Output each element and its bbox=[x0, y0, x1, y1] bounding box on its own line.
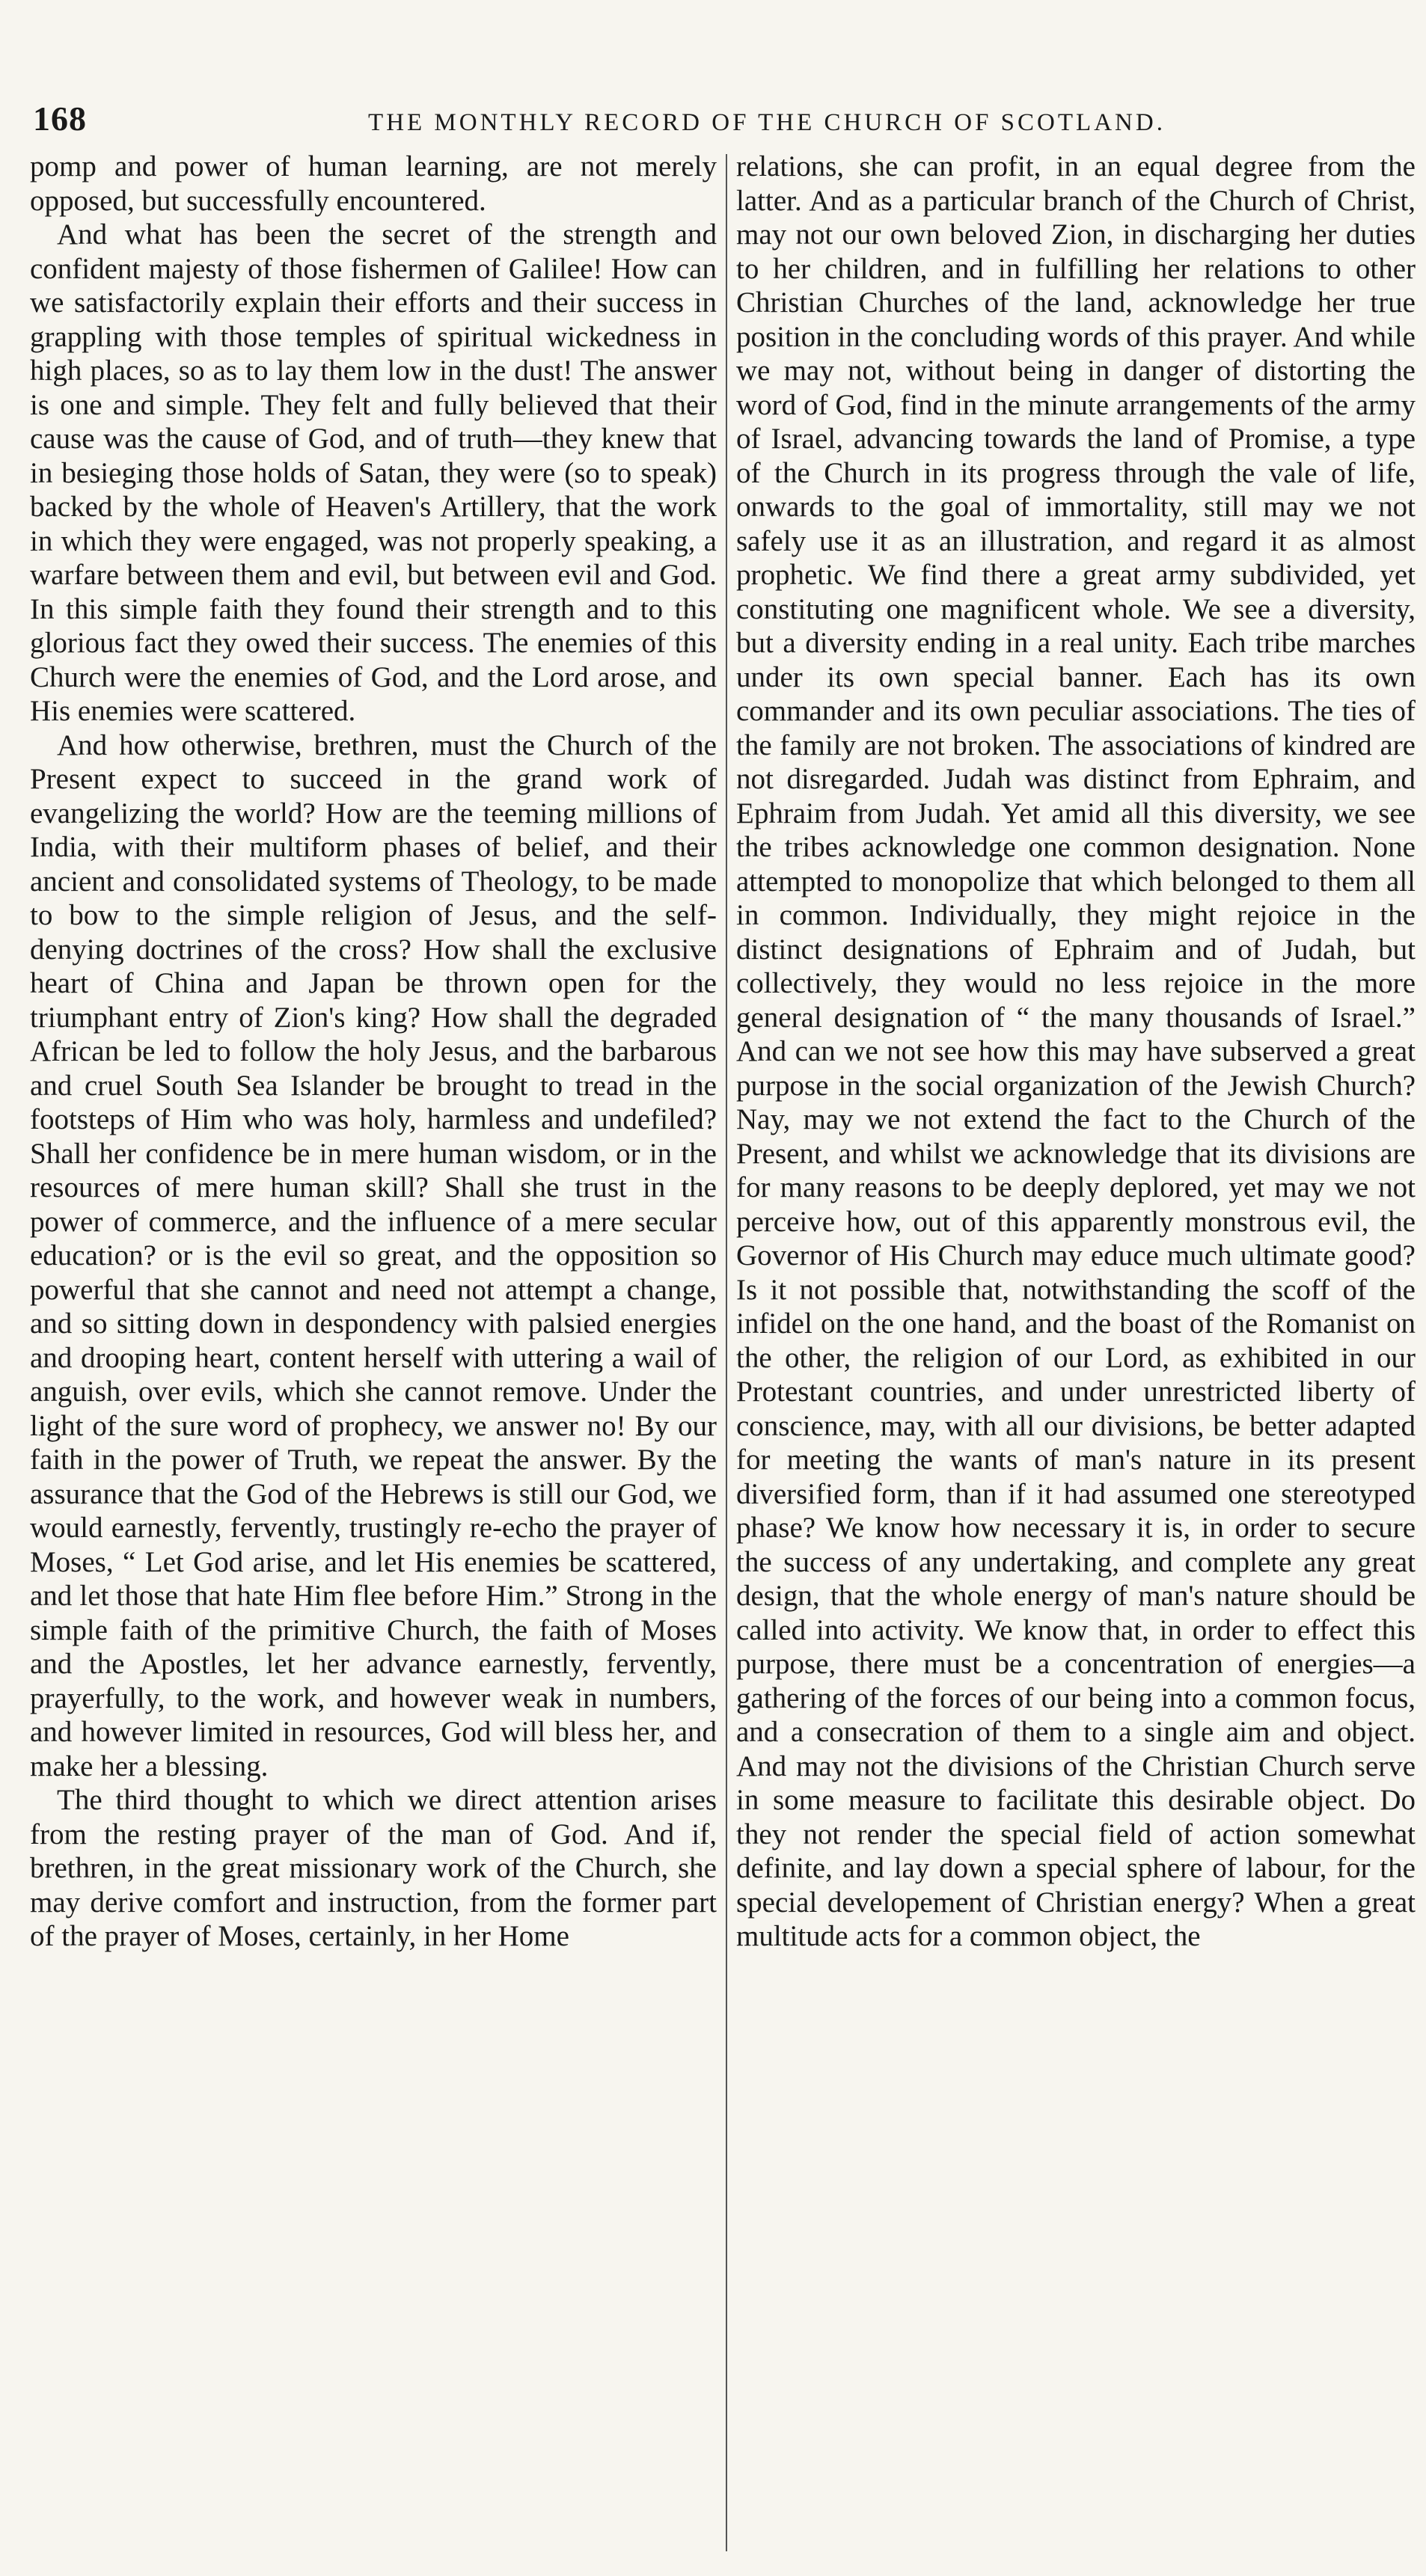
right-column bbox=[736, 150, 1416, 2551]
page-header bbox=[33, 99, 1411, 144]
text-columns bbox=[30, 150, 1416, 2551]
running-head: THE MONTHLY RECORD OF THE CHURCH OF SCOTLAND. bbox=[368, 109, 1166, 136]
paragraph: And how otherwise, brethren, must the Church of the Present expect to succeed in the grand work of evangelizing the world? How are the teeming millions of India, with their multiform phases of belief, and their ancient and consolidated systems of Theology, to be made to bow to the simple religion of Jesus, and the self-denying doctrines of the cross? How shall the exclusive heart of China and Japan be thrown open for the triumphant entry of Zion's king? How shall the degraded African be led to follow the holy Jesus, and the barbarous and cruel South Sea Islander be brought to tread in the footsteps of Him who was holy, harmless and undefiled? Shall her confidence be in mere human wisdom, or in the resources of mere human skill? Shall she trust in the power of commerce, and the influence of a mere secular education? or is the evil so great, and the opposition so powerful that she cannot and need not attempt a change, and so sitting down in despondency with palsied energies and drooping heart, content herself with uttering a wail of anguish, over evils, which she cannot remove. Under the light of the sure word of prophecy, we answer no! By our faith in the power of Truth, we repeat the answer. By the assurance that the God of the Hebrews is still our God, we would earnestly, fervently, trustingly re-echo the prayer of Moses, “ Let God arise, and let His enemies be scattered, and let those that hate Him flee before Him.” Strong in the simple faith of the primitive Church, the faith of Moses and the Apostles, let her advance earnestly, fervently, prayerfully, to the work, and however weak in numbers, and however limited in resources, God will bless her, and make her a blessing. bbox=[30, 729, 717, 1782]
paragraph: pomp and power of human learning, are not merely opposed, but successfully encountered. bbox=[30, 150, 717, 217]
column-divider bbox=[726, 154, 727, 2551]
left-column bbox=[30, 150, 717, 2551]
paragraph: And what has been the secret of the strength and confident majesty of those fishermen of Galilee! How can we satisfactorily explain their efforts and their success in grappling with those temples of spiritual wickedness in high places, so as to lay them low in the dust! The answer is one and simple. They felt and fully believed that their cause was the cause of God, and of truth—they knew that in besieging those holds of Satan, they were (so to speak) backed by the whole of Heaven's Artillery, that the work in which they were engaged, was not properly speaking, a warfare between them and evil, but between evil and God. In this simple faith they found their strength and to this glorious fact they owed their success. The enemies of this Church were the enemies of God, and the Lord arose, and His enemies were scattered. bbox=[30, 218, 717, 727]
paragraph: The third thought to which we direct attention arises from the resting prayer of the man of God. And if, brethren, in the great missionary work of the Church, she may derive comfort and instruction, from the former part of the prayer of Moses, certainly, in her Home bbox=[30, 1784, 717, 1952]
paragraph: relations, she can profit, in an equal degree from the latter. And as a particular branch of the Church of Christ, may not our own beloved Zion, in discharging her duties to her children, and in fulfilling her relations to other Christian Churches of the land, acknowledge her true position in the concluding words of this prayer. And while we may not, without being in danger of distorting the word of God, find in the minute arrangements of the army of Israel, advancing towards the land of Promise, a type of the Church in its progress through the vale of life, onwards to the goal of immortality, still may we not safely use it as an illustration, and regard it as almost prophetic. We find there a great army subdivided, yet constituting one magnificent whole. We see a diversity, but a diversity ending in a real unity. Each tribe marches under its own special banner. Each has its own commander and its own peculiar associations. The ties of the family are not broken. The associations of kindred are not disregarded. Judah was distinct from Ephraim, and Ephraim from Judah. Yet amid all this diversity, we see the tribes acknowledge one common designation. None attempted to monopolize that which belonged to them all in common. Individually, they might rejoice in the distinct designations of Ephraim and of Judah, but collectively, they would no less rejoice in the more general designation of “ the many thousands of Israel.” And can we not see how this may have subserved a great purpose in the social organization of the Jewish Church? Nay, may we not extend the fact to the Church of the Present, and whilst we acknowledge that its divisions are for many reasons to be deeply deplored, yet may we not perceive how, out of this apparently monstrous evil, the Governor of His Church may educe much ultimate good? Is it not possible that, notwithstanding the scoff of the infidel on the one hand, and the boast of the Romanist on the other, the religion of our Lord, as exhibited in our Protestant countries, and under unrestricted liberty of conscience, may, with all our divisions, be better adapted for meeting the wants of man's nature in its present diversified form, than if it had assumed one stereotyped phase? We know how necessary it is, in order to secure the success of any undertaking, and complete any great design, that the whole energy of man's nature should be called into activity. We know that, in order to effect this purpose, there must be a concentration of energies—a gathering of the forces of our being into a common focus, and a consecration of them to a single aim and object. And may not the divisions of the Christian Church serve in some measure to facilitate this desirable object. Do they not render the special field of action somewhat definite, and lay down a special sphere of labour, for the special developement of Christian energy? When a great multitude acts for a common object, the bbox=[736, 150, 1416, 1952]
page-number: 168 bbox=[33, 99, 87, 138]
